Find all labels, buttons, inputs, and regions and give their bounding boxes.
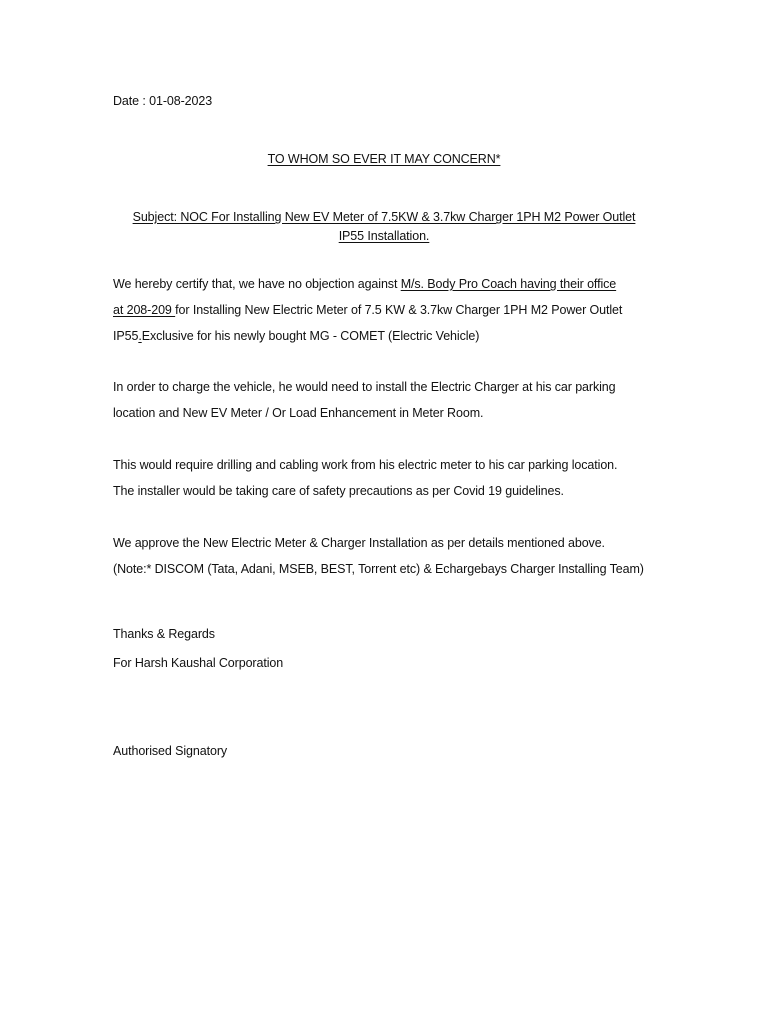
company-name: M/s. Body Pro Coach having their office bbox=[400, 277, 617, 291]
letter-subject bbox=[113, 208, 655, 246]
heading-text: TO WHOM SO EVER IT MAY CONCERN* bbox=[267, 152, 501, 166]
certify-intro: We hereby certify that, we have no objection against bbox=[113, 277, 401, 291]
certify-line-1 bbox=[113, 271, 655, 297]
subject-line-1: Subject: NOC For Installing New EV Meter of 7.5KW & 3.7kw Charger 1PH M2 Power Outlet bbox=[132, 210, 636, 224]
exclusive-text: Exclusive for his newly bought MG - COMET (Electric Vehicle) bbox=[141, 329, 480, 343]
paragraph-certify bbox=[113, 271, 655, 349]
letter-date: Date : 01-08-2023 bbox=[113, 94, 213, 108]
charge-line-2: location and New EV Meter / Or Load Enhancement in Meter Room. bbox=[113, 406, 484, 420]
certify-line-2 bbox=[113, 297, 655, 323]
office-address: at 208-209 bbox=[113, 303, 176, 317]
subject-line-2: IP55 Installation. bbox=[338, 229, 430, 243]
thanks-regards: Thanks & Regards bbox=[113, 627, 215, 641]
approve-line: We approve the New Electric Meter & Charger Installation as per details mentioned above. bbox=[113, 536, 605, 550]
for-company: For Harsh Kaushal Corporation bbox=[113, 656, 284, 670]
drilling-line-1: This would require drilling and cabling work from his electric meter to his car parking location. bbox=[113, 458, 618, 472]
authorised-signatory: Authorised Signatory bbox=[113, 744, 228, 758]
note-text: (Note:* DISCOM (Tata, Adani, MSEB, BEST, Torrent etc) & Echargebays Charger Installing Team) bbox=[113, 562, 644, 576]
charge-line-1: In order to charge the vehicle, he would need to install the Electric Charger at his car parking bbox=[113, 380, 616, 394]
paragraph-drilling bbox=[113, 452, 655, 504]
paragraph-charge bbox=[113, 374, 655, 426]
certify-line-3 bbox=[113, 323, 655, 349]
drilling-line-2: The installer would be taking care of safety precautions as per Covid 19 guidelines. bbox=[113, 484, 564, 498]
certify-rest: for Installing New Electric Meter of 7.5 KW & 3.7kw Charger 1PH M2 Power Outlet bbox=[175, 303, 623, 317]
letter-heading bbox=[113, 152, 655, 166]
ip55-dot: . bbox=[138, 329, 142, 343]
ip55-text: IP55 bbox=[113, 329, 139, 343]
